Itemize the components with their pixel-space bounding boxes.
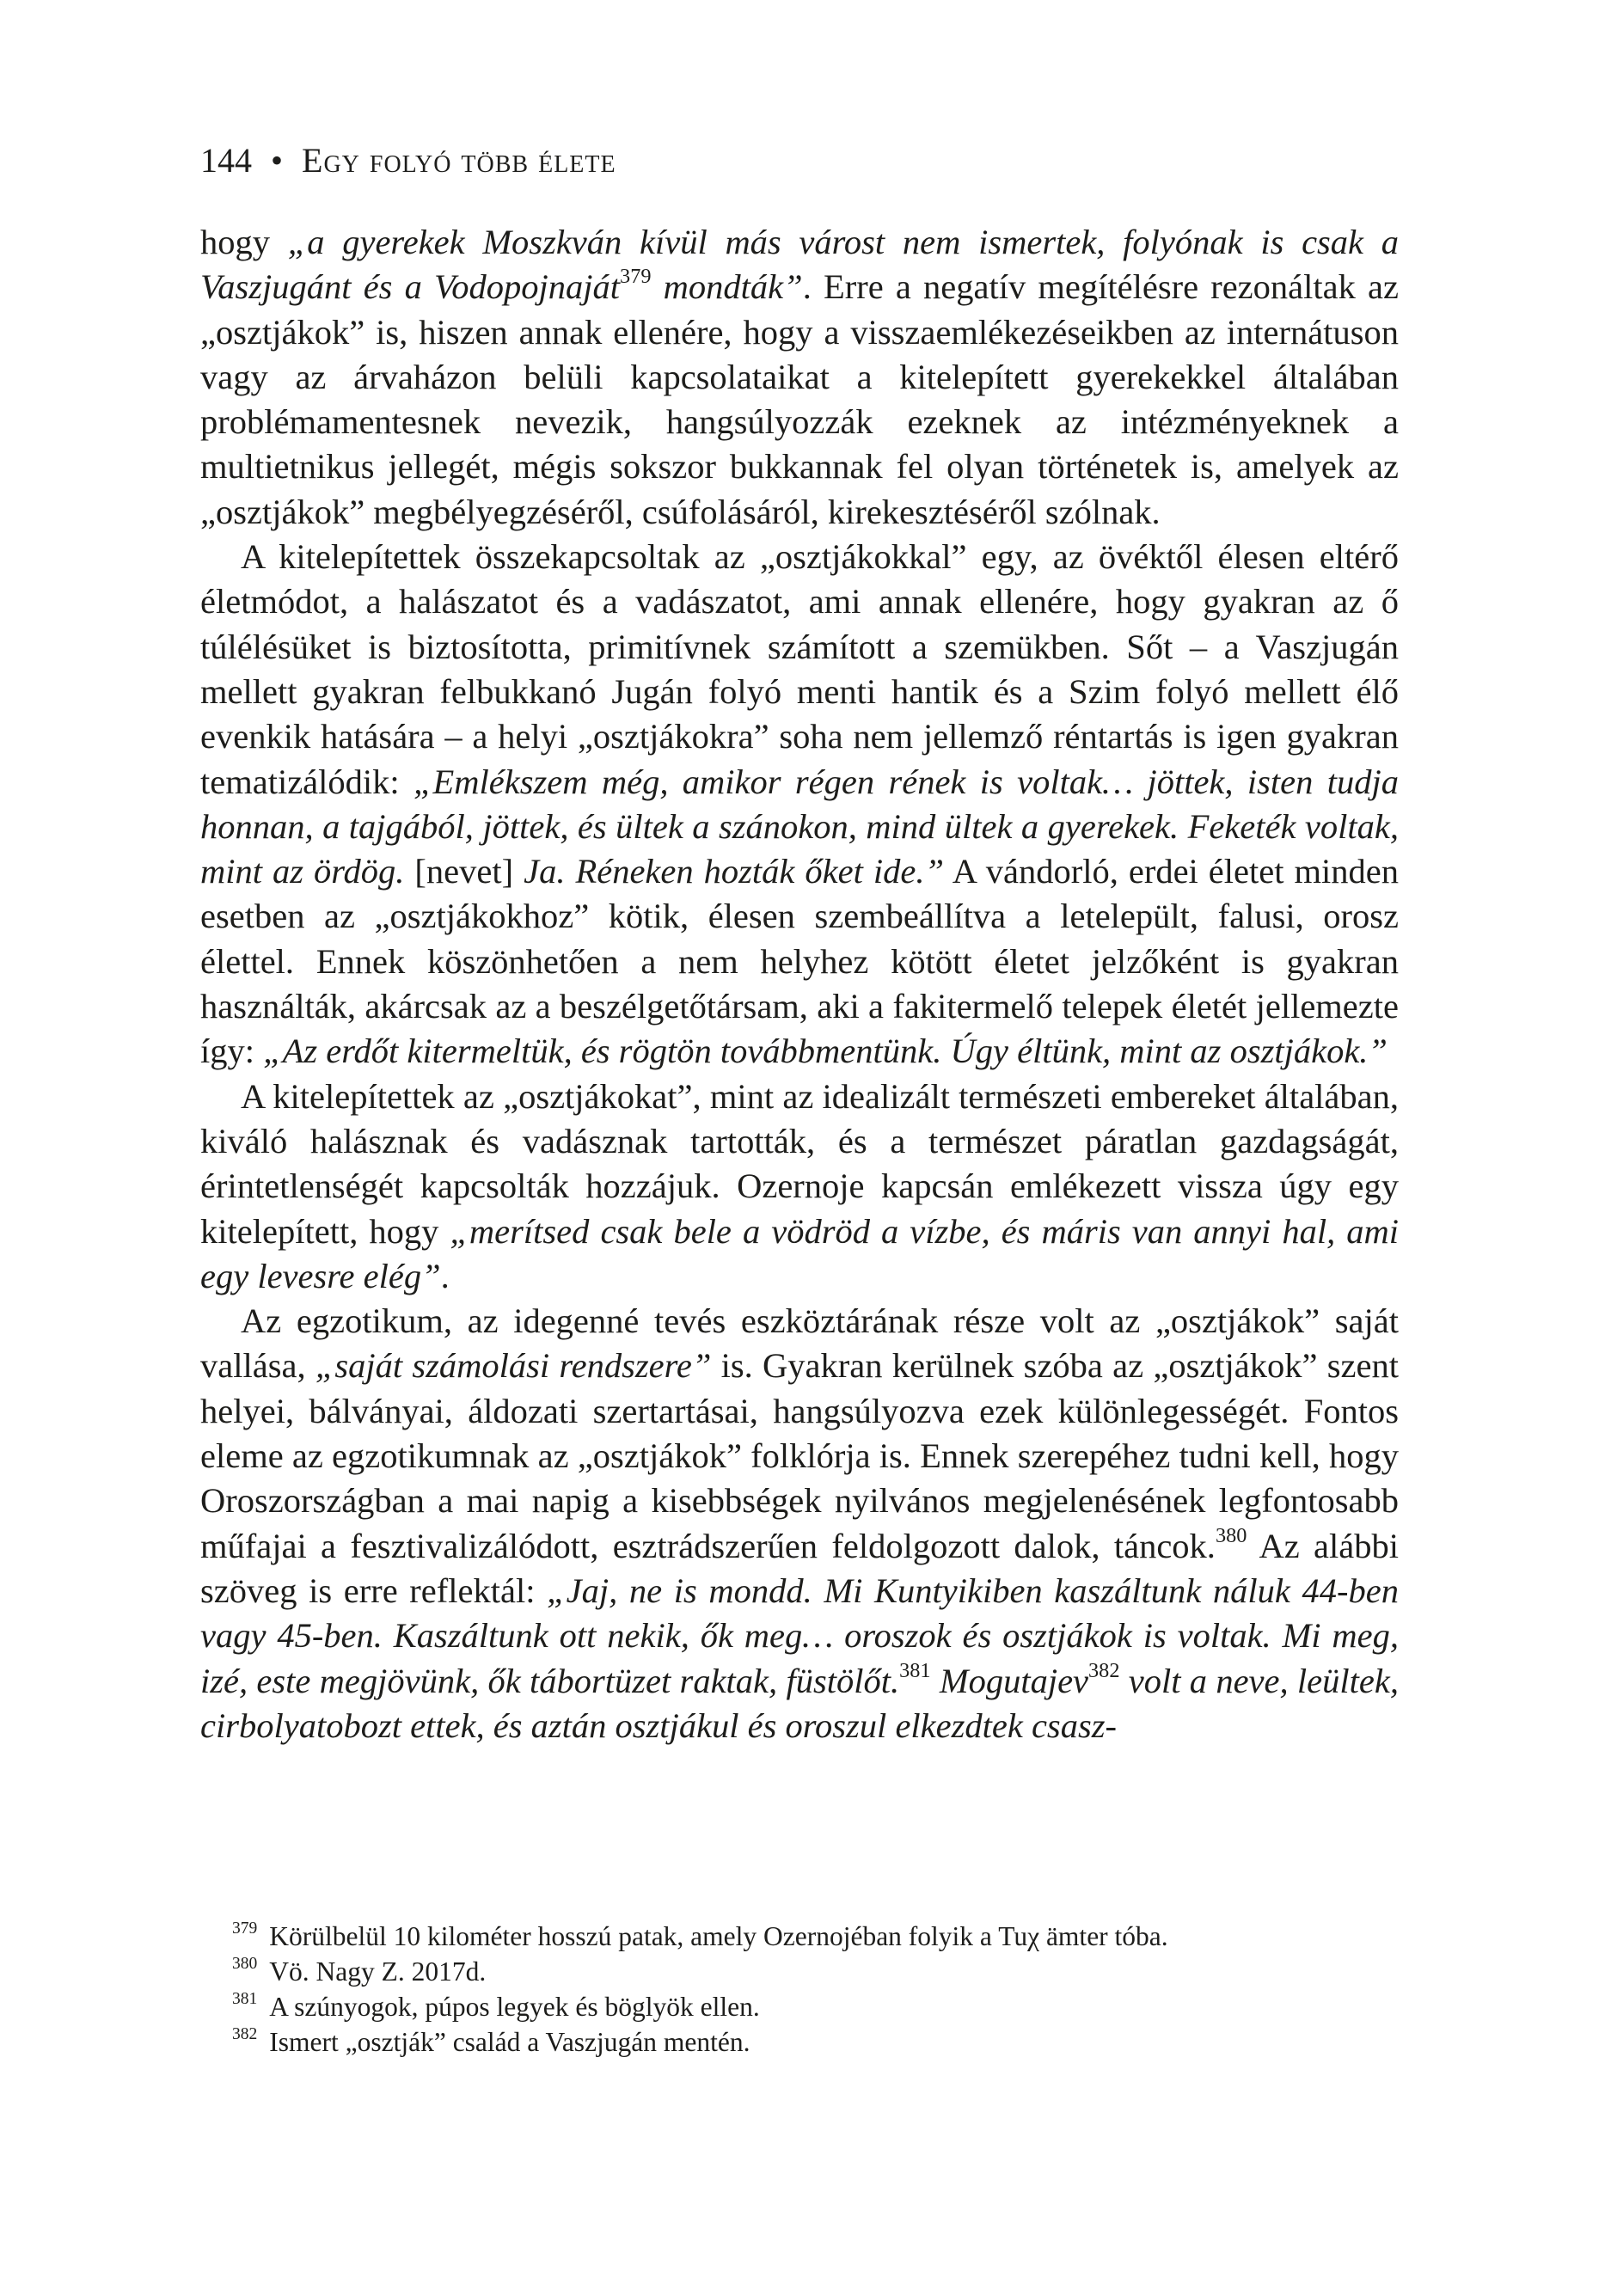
page-number: 144 — [200, 141, 252, 180]
footnote-ref: 379 — [620, 265, 652, 289]
running-header — [200, 139, 616, 182]
footnote-number: 382 — [232, 2025, 258, 2044]
text-run: . Erre a negatív megítélésre rezonáltak az „osztjákok” is, hiszen annak ellenére, hogy a visszaemlékezéseikben az internátuson vagy az árvaházon belüli kapcsolataikat a kitelepített gyerekekkel általában problémamentesnek nevezik, hangsúlyozzák ezeknek az intézményeknek a multietnikus jellegét, mégis sokszor bukkannak fel olyan történetek is, amelyek az „osztjákok” megbélyegzéséről, csúfolásáról, kirekesztéséről szólnak. — [200, 267, 1399, 531]
running-title: Egy folyó több élete — [302, 141, 616, 180]
footnote-ref: 382 — [1088, 1658, 1120, 1682]
header-bullet: • — [271, 141, 284, 180]
text-run: Az alábbi szöveg is erre reflektál: — [200, 1526, 1400, 1610]
quote-text: „Emlékszem még, amikor régen rének is voltak… jöttek, isten tudja honnan, a tajgából, jöttek, és ültek a szánokon, mind ültek a gyerekek. Feketék voltak, mint az ördög. — [200, 762, 1399, 891]
body-text — [200, 220, 1399, 1748]
footnote-ref: 380 — [1215, 1523, 1247, 1547]
text-run: A kitelepítettek az „osztjákokat”, mint az idealizált természeti embereket általában, kiváló halásznak és vadásznak tartották, és a természet páratlan gazdagságát, érintetlenségét kapcsolták hozzájuk. Ozernoje kapcsán emlékezett vissza úgy egy kitelepített, hogy — [200, 1076, 1399, 1251]
paragraph — [200, 220, 1399, 535]
paragraph — [200, 535, 1399, 1075]
footnote — [232, 1989, 1399, 2024]
quote-text: Mogutajev — [930, 1661, 1089, 1700]
quote-text: Ja. Réneken hozták őket ide.” — [524, 852, 944, 891]
quote-text: „saját számolási rendszere” — [315, 1346, 712, 1386]
text-run: is. Gyakran kerülnek szóba az „osztjákok” szent helyei, bálványai, áldozati szertartásai, hangsúlyozva ezek különlegességét. Fontos eleme az egzotikumnak az „osztjákok” folklórja is. Ennek szerepéhez tudni kell, hogy Oroszországban a mai napig a kisebbségek nyilvános megjelenésének legfontosabb műfajai a fesztivalizálódott, esztrádszerűen feldolgozott dalok, táncok. — [200, 1346, 1399, 1565]
footnote-text: Körülbelül 10 kilométer hosszú patak, amely Ozernojéban folyik a Tuχ ämter tóba. — [269, 1921, 1168, 1951]
footnote — [232, 1919, 1399, 1954]
footnote-ref: 381 — [899, 1658, 931, 1682]
footnote-text: Ismert „osztják” család a Vaszjugán mentén. — [269, 2027, 750, 2057]
text-run: A kitelepítettek összekapcsoltak az „osztjákokkal” egy, az övéktől élesen eltérő életmódot, a halászatot és a vadászatot, ami annak ellenére, hogy gyakran az ő túlélésüket is biztosította, primitívnek számított a szemükben. Sőt – a Vaszjugán mellett gyakran felbukkanó Jugán folyó menti hantik és a Szim folyó mellett élő evenkik hatására – a helyi „osztjákokra” soha nem jellemző réntartás is igen gyakran tematizálódik: — [200, 537, 1399, 801]
quote-text: „merítsed csak bele a vödröd a vízbe, és máris van annyi hal, ami egy levesre elég” — [200, 1211, 1399, 1295]
text-run: A vándorló, erdei életet minden esetben az „osztjákokhoz” kötik, élesen szembeállítva a letelepült, falusi, orosz élettel. Ennek köszönhetően a nem helyhez kötött életet jelzőként is gyakran használták, akárcsak az a beszélgetőtársam, aki a fakitermelő telepek életét jellemezte így: — [200, 852, 1399, 1071]
quote-text: „Az erdőt kitermeltük, és rögtön továbbmentünk. Úgy éltünk, mint az osztjákok.” — [263, 1032, 1388, 1071]
footnote-number: 381 — [232, 1990, 258, 2009]
quote-text: volt a neve, leültek, cirbolyatobozt ettek, és aztán osztjákul és oroszul elkezdtek csasz- — [200, 1661, 1399, 1745]
text-run: . — [440, 1256, 450, 1295]
text-run: Az egzotikum, az idegenné tevés eszköztárának része volt az „osztjákok” saját vallása, — [200, 1301, 1399, 1386]
paragraph — [200, 1075, 1399, 1299]
footnote-number: 380 — [232, 1955, 258, 1974]
footnote — [232, 2024, 1399, 2060]
footnote-number: 379 — [232, 1919, 258, 1938]
text-run: hogy — [200, 223, 288, 261]
footnote — [232, 1954, 1399, 1989]
footnote-text: Vö. Nagy Z. 2017d. — [269, 1956, 487, 1987]
paragraph — [200, 1299, 1399, 1748]
footnotes — [232, 1919, 1399, 2060]
quote-text: mondták” — [651, 267, 803, 307]
quote-text: „a gyerekek Moszkván kívül más várost nem ismertek, folyónak is csak a Vaszjugánt és a Vodopojnaját — [200, 223, 1400, 307]
quote-text: „Jaj, ne is mondd. Mi Kuntyikiben kaszáltunk náluk 44-ben vagy 45-ben. Kaszáltunk ott nekik, ők meg… oroszok és osztjákok is voltak. Mi meg, izé, este megjövünk, ők tábortüzet raktak, füstölőt. — [200, 1570, 1399, 1700]
text-run: [nevet] — [404, 852, 524, 891]
footnote-text: A szúnyogok, púpos legyek és böglyök ellen. — [269, 1992, 760, 2022]
